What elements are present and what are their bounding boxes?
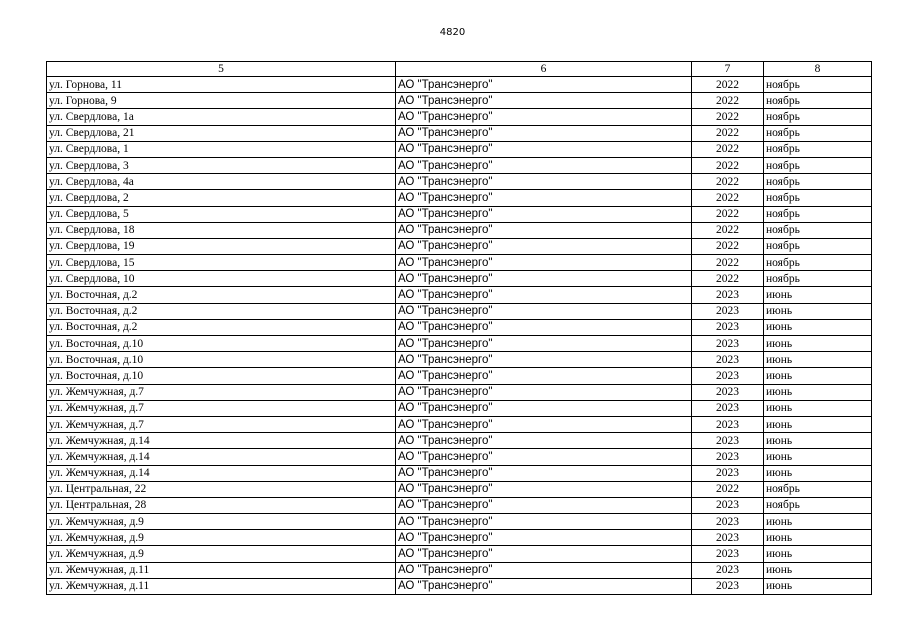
page-number: 4820 (439, 27, 466, 38)
organization-cell: АО "Трансэнерго" (396, 336, 692, 352)
organization-cell: АО "Трансэнерго" (396, 255, 692, 271)
table-row (47, 238, 872, 254)
address-cell: ул. Свердлова, 3 (47, 157, 396, 173)
year-cell: 2022 (692, 255, 764, 271)
month-cell: июнь (764, 336, 872, 352)
address-cell: ул. Восточная, д.2 (47, 303, 396, 319)
header-row (47, 62, 872, 77)
table-row (47, 141, 872, 157)
organization-cell: АО "Трансэнерго" (396, 400, 692, 416)
year-cell: 2023 (692, 336, 764, 352)
year-cell: 2022 (692, 190, 764, 206)
year-cell: 2022 (692, 77, 764, 93)
organization-cell: АО "Трансэнерго" (396, 546, 692, 562)
table-row (47, 174, 872, 190)
address-cell: ул. Свердлова, 2 (47, 190, 396, 206)
address-cell: ул. Свердлова, 19 (47, 238, 396, 254)
address-cell: ул. Свердлова, 1а (47, 109, 396, 125)
column-header-7: 7 (692, 62, 764, 77)
address-cell: ул. Горнова, 9 (47, 93, 396, 109)
month-cell: ноябрь (764, 190, 872, 206)
month-cell: ноябрь (764, 271, 872, 287)
table-row (47, 546, 872, 562)
month-cell: ноябрь (764, 93, 872, 109)
address-cell: ул. Свердлова, 18 (47, 222, 396, 238)
month-cell: июнь (764, 530, 872, 546)
month-cell: июнь (764, 352, 872, 368)
table-row (47, 303, 872, 319)
address-cell: ул. Восточная, д.10 (47, 336, 396, 352)
month-cell: ноябрь (764, 481, 872, 497)
month-cell: ноябрь (764, 238, 872, 254)
organization-cell: АО "Трансэнерго" (396, 271, 692, 287)
table-row (47, 562, 872, 578)
organization-cell: АО "Трансэнерго" (396, 141, 692, 157)
address-cell: ул. Жемчужная, д.11 (47, 578, 396, 594)
address-cell: ул. Свердлова, 15 (47, 255, 396, 271)
table-row (47, 400, 872, 416)
organization-cell: АО "Трансэнерго" (396, 497, 692, 513)
organization-cell: АО "Трансэнерго" (396, 190, 692, 206)
column-header-8: 8 (764, 62, 872, 77)
table-row (47, 336, 872, 352)
column-header-6: 6 (396, 62, 692, 77)
address-cell: ул. Жемчужная, д.9 (47, 546, 396, 562)
organization-cell: АО "Трансэнерго" (396, 93, 692, 109)
month-cell: ноябрь (764, 174, 872, 190)
table-row (47, 433, 872, 449)
month-cell: июнь (764, 578, 872, 594)
year-cell: 2023 (692, 319, 764, 335)
organization-cell: АО "Трансэнерго" (396, 77, 692, 93)
month-cell: июнь (764, 449, 872, 465)
address-cell: ул. Свердлова, 21 (47, 125, 396, 141)
table-row (47, 481, 872, 497)
address-cell: ул. Свердлова, 10 (47, 271, 396, 287)
table-row (47, 465, 872, 481)
year-cell: 2023 (692, 530, 764, 546)
year-cell: 2022 (692, 141, 764, 157)
year-cell: 2022 (692, 93, 764, 109)
month-cell: ноябрь (764, 109, 872, 125)
address-cell: ул. Горнова, 11 (47, 77, 396, 93)
organization-cell: АО "Трансэнерго" (396, 481, 692, 497)
table-row (47, 514, 872, 530)
month-cell: ноябрь (764, 157, 872, 173)
organization-cell: АО "Трансэнерго" (396, 562, 692, 578)
month-cell: июнь (764, 562, 872, 578)
address-cell: ул. Свердлова, 4а (47, 174, 396, 190)
table-body (47, 77, 872, 595)
address-cell: ул. Жемчужная, д.9 (47, 530, 396, 546)
month-cell: июнь (764, 416, 872, 432)
address-cell: ул. Жемчужная, д.14 (47, 465, 396, 481)
address-cell: ул. Жемчужная, д.9 (47, 514, 396, 530)
organization-cell: АО "Трансэнерго" (396, 578, 692, 594)
address-cell: ул. Жемчужная, д.14 (47, 449, 396, 465)
month-cell: июнь (764, 319, 872, 335)
month-cell: ноябрь (764, 222, 872, 238)
table-row (47, 222, 872, 238)
table-row (47, 190, 872, 206)
address-cell: ул. Восточная, д.10 (47, 352, 396, 368)
organization-cell: АО "Трансэнерго" (396, 174, 692, 190)
table-row (47, 287, 872, 303)
table-row (47, 77, 872, 93)
month-cell: июнь (764, 400, 872, 416)
table-row (47, 449, 872, 465)
month-cell: июнь (764, 433, 872, 449)
address-cell: ул. Жемчужная, д.7 (47, 384, 396, 400)
organization-cell: АО "Трансэнерго" (396, 319, 692, 335)
organization-cell: АО "Трансэнерго" (396, 514, 692, 530)
table-row (47, 368, 872, 384)
month-cell: июнь (764, 368, 872, 384)
address-cell: ул. Восточная, д.2 (47, 319, 396, 335)
month-cell: июнь (764, 546, 872, 562)
year-cell: 2022 (692, 238, 764, 254)
table-row (47, 206, 872, 222)
table-row (47, 125, 872, 141)
year-cell: 2022 (692, 125, 764, 141)
month-cell: июнь (764, 384, 872, 400)
year-cell: 2023 (692, 514, 764, 530)
month-cell: июнь (764, 465, 872, 481)
table-row (47, 530, 872, 546)
year-cell: 2023 (692, 433, 764, 449)
address-cell: ул. Жемчужная, д.11 (47, 562, 396, 578)
table-row (47, 384, 872, 400)
table-row (47, 109, 872, 125)
month-cell: ноябрь (764, 255, 872, 271)
year-cell: 2023 (692, 400, 764, 416)
year-cell: 2022 (692, 271, 764, 287)
organization-cell: АО "Трансэнерго" (396, 465, 692, 481)
month-cell: ноябрь (764, 125, 872, 141)
organization-cell: АО "Трансэнерго" (396, 416, 692, 432)
year-cell: 2023 (692, 368, 764, 384)
table-row (47, 157, 872, 173)
organization-cell: АО "Трансэнерго" (396, 238, 692, 254)
year-cell: 2023 (692, 465, 764, 481)
year-cell: 2023 (692, 497, 764, 513)
organization-cell: АО "Трансэнерго" (396, 368, 692, 384)
organization-cell: АО "Трансэнерго" (396, 157, 692, 173)
address-cell: ул. Жемчужная, д.7 (47, 400, 396, 416)
address-cell: ул. Жемчужная, д.7 (47, 416, 396, 432)
month-cell: ноябрь (764, 497, 872, 513)
organization-cell: АО "Трансэнерго" (396, 222, 692, 238)
organization-cell: АО "Трансэнерго" (396, 206, 692, 222)
year-cell: 2023 (692, 546, 764, 562)
year-cell: 2023 (692, 303, 764, 319)
year-cell: 2023 (692, 578, 764, 594)
address-cell: ул. Восточная, д.10 (47, 368, 396, 384)
month-cell: ноябрь (764, 206, 872, 222)
month-cell: ноябрь (764, 141, 872, 157)
table-row (47, 416, 872, 432)
table-row (47, 319, 872, 335)
organization-cell: АО "Трансэнерго" (396, 433, 692, 449)
year-cell: 2022 (692, 109, 764, 125)
year-cell: 2023 (692, 416, 764, 432)
organization-cell: АО "Трансэнерго" (396, 449, 692, 465)
column-header-5: 5 (47, 62, 396, 77)
table-row (47, 578, 872, 594)
organization-cell: АО "Трансэнерго" (396, 287, 692, 303)
year-cell: 2023 (692, 562, 764, 578)
year-cell: 2023 (692, 449, 764, 465)
table-row (47, 93, 872, 109)
address-cell: ул. Центральная, 28 (47, 497, 396, 513)
address-cell: ул. Свердлова, 5 (47, 206, 396, 222)
month-cell: июнь (764, 514, 872, 530)
address-cell: ул. Восточная, д.2 (47, 287, 396, 303)
address-cell: ул. Жемчужная, д.14 (47, 433, 396, 449)
year-cell: 2023 (692, 352, 764, 368)
year-cell: 2022 (692, 157, 764, 173)
year-cell: 2022 (692, 481, 764, 497)
table-row (47, 497, 872, 513)
year-cell: 2022 (692, 174, 764, 190)
organization-cell: АО "Трансэнерго" (396, 352, 692, 368)
table-row (47, 352, 872, 368)
organization-cell: АО "Трансэнерго" (396, 109, 692, 125)
month-cell: июнь (764, 287, 872, 303)
month-cell: ноябрь (764, 77, 872, 93)
table-row (47, 255, 872, 271)
month-cell: июнь (764, 303, 872, 319)
organization-cell: АО "Трансэнерго" (396, 125, 692, 141)
schedule-table (46, 61, 872, 595)
year-cell: 2022 (692, 222, 764, 238)
table-row (47, 271, 872, 287)
organization-cell: АО "Трансэнерго" (396, 530, 692, 546)
year-cell: 2023 (692, 287, 764, 303)
address-cell: ул. Свердлова, 1 (47, 141, 396, 157)
organization-cell: АО "Трансэнерго" (396, 303, 692, 319)
year-cell: 2023 (692, 384, 764, 400)
year-cell: 2022 (692, 206, 764, 222)
address-cell: ул. Центральная, 22 (47, 481, 396, 497)
organization-cell: АО "Трансэнерго" (396, 384, 692, 400)
